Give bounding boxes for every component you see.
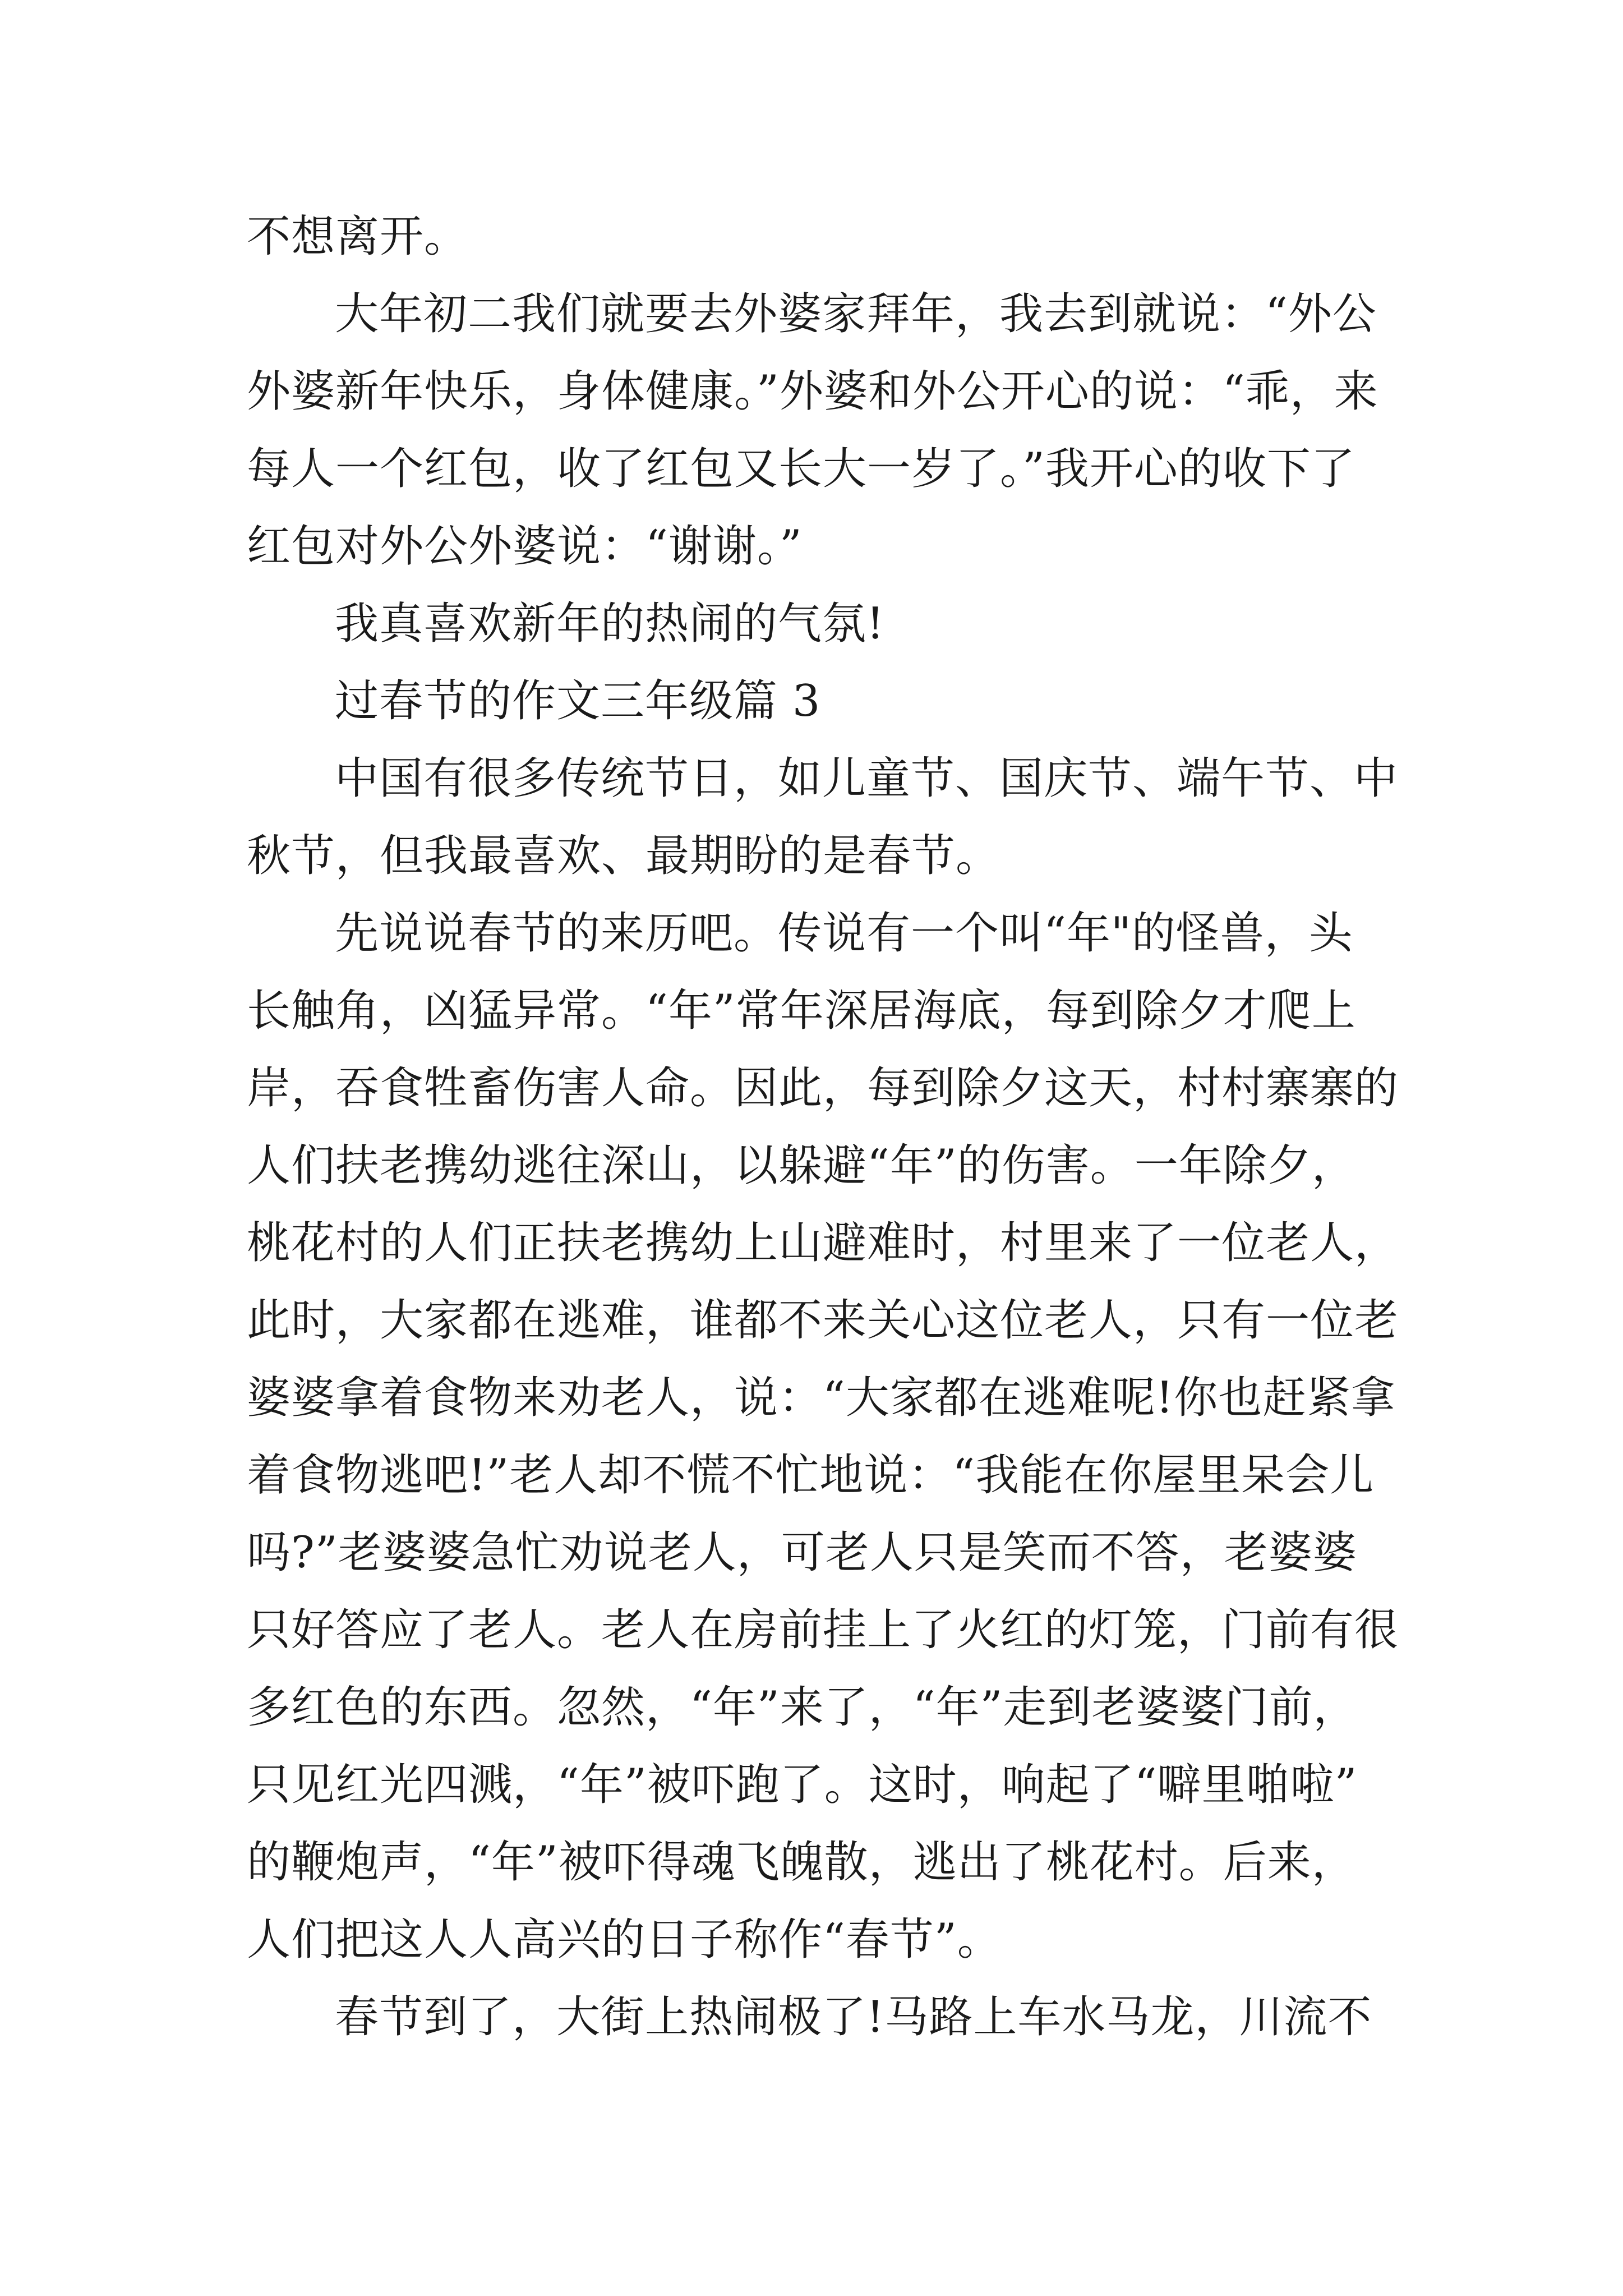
- paragraph-line: 只好答应了老人。老人在房前挂上了火红的灯笼，门前有很: [247, 1605, 1399, 1655]
- paragraph-line: 人们扶老携幼逃往深山，以躲避“年”的伤害。一年除夕，: [247, 1140, 1356, 1191]
- paragraph-line: 的鞭炮声，“年”被吓得魂飞魄散，逃出了桃花村。后来，: [247, 1837, 1356, 1888]
- paragraph-line: 岸，吞食牲畜伤害人命。因此，每到除夕这天，村村寨寨的: [247, 1063, 1399, 1114]
- paragraph-line: 外婆新年快乐，身体健康。”外婆和外公开心的说：“乖，来: [247, 366, 1378, 417]
- paragraph-line: 长触角，凶猛异常。“年”常年深居海底，每到除夕才爬上: [247, 986, 1356, 1036]
- paragraph-line: 桃花村的人们正扶老携幼上山避难时，村里来了一位老人，: [247, 1218, 1399, 1268]
- paragraph-line: 婆婆拿着食物来劝老人，说：“大家都在逃难呢!你也赶紧拿: [247, 1373, 1396, 1423]
- paragraph-line: 红包对外公外婆说：“谢谢。”: [247, 521, 803, 572]
- paragraph-line: 此时，大家都在逃难，谁都不来关心这位老人，只有一位老: [247, 1295, 1399, 1346]
- paragraph-line: 中国有很多传统节日，如儿童节、国庆节、端午节、中: [335, 753, 1399, 804]
- paragraph-line: 大年初二我们就要去外婆家拜年，我去到就说：“外公: [335, 289, 1377, 339]
- paragraph-line: 只见红光四溅，“年”被吓跑了。这时，响起了“噼里啪啦”: [247, 1760, 1358, 1810]
- paragraph-line: 先说说春节的来历吧。传说有一个叫“年"的怪兽，头: [335, 908, 1353, 959]
- paragraph-line: 人们把这人人高兴的日子称作“春节”。: [247, 1915, 1002, 1965]
- paragraph-line: 多红色的东西。忽然，“年”来了，“年”走到老婆婆门前，: [247, 1682, 1358, 1733]
- paragraph-line: 我真喜欢新年的热闹的气氛!: [335, 599, 885, 649]
- paragraph-line: 春节到了，大街上热闹极了!马路上车水马龙，川流不: [335, 1992, 1372, 2042]
- paragraph-line: 着食物逃吧!”老人却不慌不忙地说：“我能在你屋里呆会儿: [247, 1450, 1375, 1501]
- paragraph-line: 秋节，但我最喜欢、最期盼的是春节。: [247, 831, 1000, 881]
- paragraph-line: 吗?”老婆婆急忙劝说老人，可老人只是笑而不答，老婆婆: [247, 1527, 1357, 1578]
- section-heading: 过春节的作文三年级篇 3: [335, 676, 821, 726]
- paragraph-line: 不想离开。: [247, 211, 469, 262]
- paragraph-line: 每人一个红包，收了红包又长大一岁了。”我开心的收下了: [247, 444, 1355, 494]
